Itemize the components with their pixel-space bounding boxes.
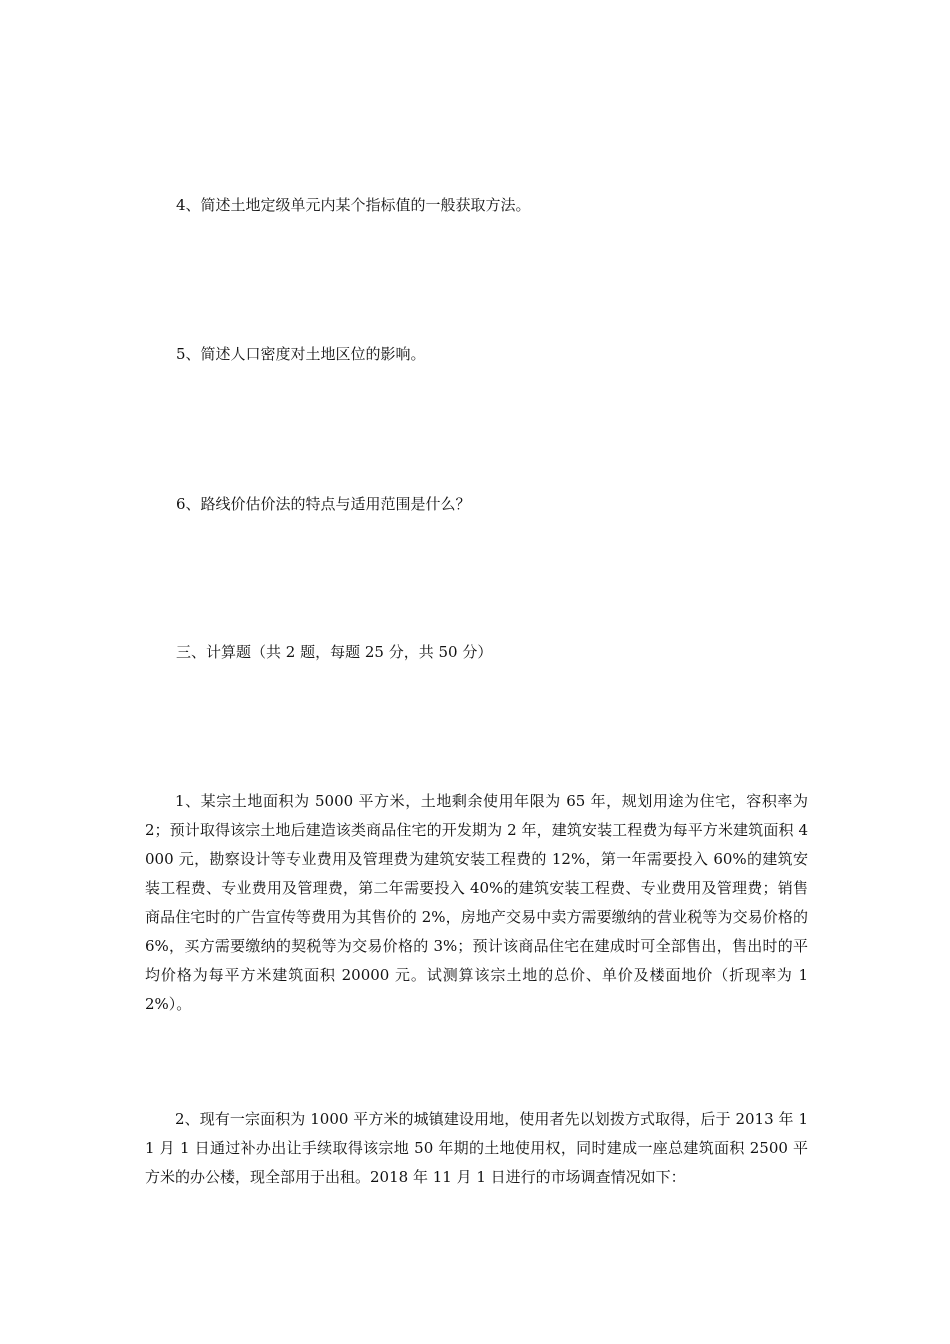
question-5: 5、简述人口密度对土地区位的影响。: [176, 345, 426, 363]
problem-2: 2、现有一宗面积为 1000 平方米的城镇建设用地，使用者先以划拨方式取得，后于 2013 年 11 月 1 日通过补办出让手续取得该宗地 50 年期的土地使用权，同时建成一座总建筑面积 2500 平方米的办公楼，现全部用于出租。2018 年 11 月 1 日进行的市场调查情况如下：: [145, 1110, 808, 1186]
question-4: 4、简述土地定级单元内某个指标值的一般获取方法。: [176, 196, 531, 214]
problem-1: 1、某宗土地面积为 5000 平方米，土地剩余使用年限为 65 年，规划用途为住宅，容积率为 2；预计取得该宗土地后建造该类商品住宅的开发期为 2 年，建筑安装工程费为每平方米建筑面积 4000 元，勘察设计等专业费用及管理费为建筑安装工程费的 12%，第一年需要投入 60%的建筑安装工程费、专业费用及管理费，第二年需要投入 40%的建筑安装工程费、专业费用及管理费；销售商品住宅时的广告宣传等费用为其售价的 2%，房地产交易中卖方需要缴纳的营业税等为交易价格的 6%，买方需要缴纳的契税等为交易价格的 3%；预计该商品住宅在建成时可全部售出，售出时的平均价格为每平方米建筑面积 20000 元。试测算该宗土地的总价、单价及楼面地价（折现率为 12%）。: [145, 792, 808, 1013]
question-6: 6、路线价估价法的特点与适用范围是什么？: [176, 495, 471, 513]
section-heading-calculation: 三、计算题（共 2 题，每题 25 分，共 50 分）: [176, 643, 493, 661]
